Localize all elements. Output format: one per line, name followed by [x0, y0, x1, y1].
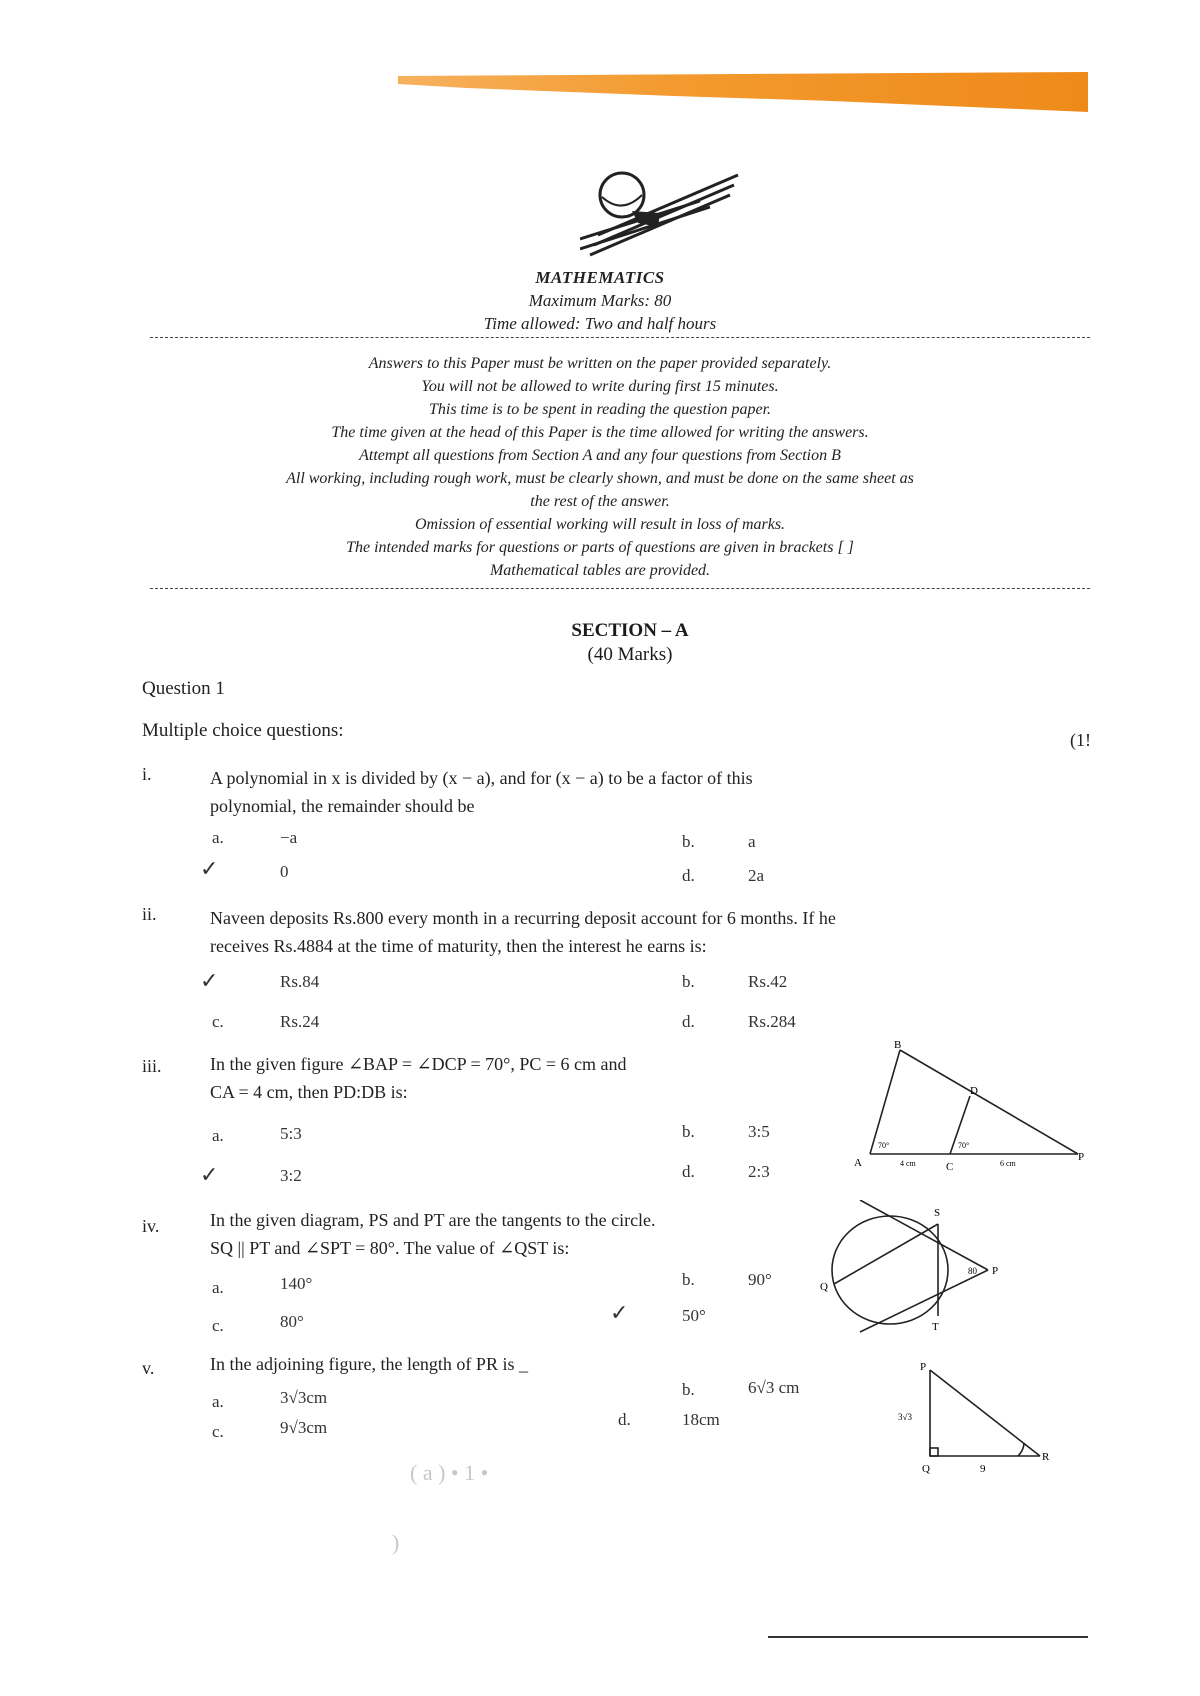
option-value: 50°	[682, 1306, 706, 1325]
question-line: SQ || PT and ∠SPT = 80°. The value of ∠QST is:	[210, 1238, 570, 1258]
instruction-line: Omission of essential working will result in loss of marks.	[414, 516, 786, 533]
angle-a-label: 70°	[878, 1141, 890, 1150]
tick-mark-icon: ✓	[610, 1300, 629, 1325]
option-value: 2:3	[748, 1162, 770, 1181]
circle	[832, 1216, 948, 1324]
option-value: 6√3 cm	[748, 1378, 800, 1397]
option-value: 5:3	[280, 1124, 302, 1143]
bottom-rule	[768, 1636, 1088, 1638]
label-q: Q	[922, 1463, 930, 1475]
tick-mark-icon: ✓	[200, 856, 219, 881]
label-p: P	[992, 1265, 999, 1277]
council-logo-icon	[580, 165, 750, 270]
section-marks: (40 Marks)	[587, 644, 673, 665]
tangent-ps	[860, 1200, 988, 1270]
option-label: d.	[682, 866, 695, 885]
option-value: 3:2	[280, 1166, 302, 1185]
question-line: A polynomial in x is divided by (x − a), and for (x − a) to be a factor of this	[210, 768, 753, 788]
instruction-line: The time given at the head of this Paper is the time allowed for writing the answers.	[331, 424, 869, 441]
angle-p-label: 80	[968, 1266, 977, 1276]
option-label: b.	[682, 972, 695, 991]
tick-mark-icon: ✓	[200, 968, 219, 993]
option-value: 0	[280, 862, 289, 881]
question-line: receives Rs.4884 at the time of maturity, then the interest he earns is:	[210, 936, 707, 956]
tangent-pt	[860, 1270, 988, 1332]
option-value: 18cm	[682, 1410, 720, 1429]
right-angle-mark	[930, 1448, 938, 1456]
option-label: d.	[682, 1012, 695, 1031]
option-value: 90°	[748, 1270, 772, 1289]
time-allowed: Time allowed: Two and half hours	[483, 314, 717, 333]
instruction-line: This time is to be spent in reading the question paper.	[428, 401, 772, 418]
section-title: SECTION – A	[571, 620, 689, 641]
option-label: d.	[618, 1410, 631, 1429]
question-line: In the given figure ∠BAP = ∠DCP = 70°, PC = 6 cm and	[210, 1054, 627, 1074]
option-value: −a	[280, 828, 298, 847]
option-value: 2a	[748, 866, 765, 885]
faint-handwriting: ( a ) • 1 •	[410, 1460, 489, 1485]
instruction-line: You will not be allowed to write during first 15 minutes.	[421, 378, 779, 395]
label-d: D	[970, 1085, 978, 1097]
divider-top	[150, 337, 1090, 338]
question-text	[210, 1206, 770, 1262]
label-b: B	[894, 1040, 902, 1051]
length-cp-label: 6 cm	[1000, 1159, 1016, 1168]
length-ca-label: 4 cm	[900, 1159, 916, 1168]
similar-triangles-figure	[850, 1040, 1090, 1180]
option-value: 80°	[280, 1312, 304, 1331]
option-label: c.	[212, 1316, 224, 1335]
option-label: c.	[212, 1012, 224, 1031]
label-t: T	[932, 1321, 939, 1333]
side-bp	[900, 1050, 1078, 1154]
option-value: Rs.24	[280, 1012, 320, 1031]
option-value: 9√3cm	[280, 1418, 328, 1437]
label-c: C	[946, 1161, 954, 1173]
option-label: a.	[212, 1392, 224, 1411]
option-label: b.	[682, 832, 695, 851]
instruction-line: Mathematical tables are provided.	[489, 562, 711, 579]
option-value: 3:5	[748, 1122, 770, 1141]
label-r: R	[1042, 1451, 1050, 1463]
option-label: b.	[682, 1270, 695, 1289]
length-pq-label: 3√3	[898, 1412, 912, 1422]
item-number: iii.	[142, 1056, 162, 1076]
instruction-line: All working, including rough work, must be clearly shown, and must be done on the same sheet as	[286, 470, 914, 487]
option-value: a	[748, 832, 756, 851]
maximum-marks: Maximum Marks: 80	[528, 291, 672, 310]
option-value: 3√3cm	[280, 1388, 328, 1407]
option-label: b.	[682, 1380, 695, 1399]
side-ab	[870, 1050, 900, 1154]
option-label: a.	[212, 828, 224, 847]
option-label: a.	[212, 1126, 224, 1145]
question-line: In the given diagram, PS and PT are the tangents to the circle.	[210, 1210, 656, 1230]
right-triangle-figure	[890, 1360, 1060, 1480]
option-label: a.	[212, 1278, 224, 1297]
instruction-line: the rest of the answer.	[530, 493, 670, 510]
item-number: ii.	[142, 904, 157, 924]
chord-sq	[834, 1224, 938, 1284]
label-p: P	[920, 1361, 927, 1373]
divider-bottom	[150, 588, 1090, 589]
length-qr-label: 9	[980, 1463, 986, 1475]
question-text	[210, 904, 990, 960]
question-text: In the adjoining figure, the length of PR is _	[210, 1354, 528, 1374]
option-value: 140°	[280, 1274, 313, 1293]
label-a: A	[854, 1157, 862, 1169]
option-value: Rs.42	[748, 972, 788, 991]
label-s: S	[934, 1207, 941, 1219]
faint-handwriting: )	[392, 1530, 400, 1555]
label-q: Q	[820, 1281, 828, 1293]
item-number: iv.	[142, 1216, 160, 1236]
instructions-block	[200, 352, 1000, 582]
item-number: i.	[142, 764, 152, 784]
option-label: c.	[212, 1422, 224, 1441]
instruction-line: Attempt all questions from Section A and any four questions from Section B	[359, 447, 841, 464]
angle-c-label: 70°	[958, 1141, 970, 1150]
option-value: Rs.84	[280, 972, 320, 991]
question-label: Question 1	[142, 678, 225, 699]
instruction-line: Answers to this Paper must be written on the paper provided separately.	[368, 355, 832, 372]
option-label: d.	[682, 1162, 695, 1181]
question-text	[210, 1050, 770, 1106]
item-number: v.	[142, 1358, 155, 1378]
question-text	[210, 764, 970, 820]
circle-tangents-figure	[820, 1200, 1020, 1340]
tick-mark-icon: ✓	[200, 1162, 219, 1187]
exam-title: MATHEMATICS	[535, 268, 665, 287]
option-value: Rs.284	[748, 1012, 796, 1031]
marks-note: (1!	[1070, 730, 1091, 750]
option-label: b.	[682, 1122, 695, 1141]
angle-r-arc	[1018, 1444, 1024, 1456]
instruction-line: The intended marks for questions or parts of questions are given in brackets [ ]	[346, 539, 854, 556]
question-line: Naveen deposits Rs.800 every month in a recurring deposit account for 6 months. If he	[210, 908, 836, 928]
orange-header-band	[398, 72, 1088, 112]
label-p: P	[1078, 1151, 1085, 1163]
question-line: CA = 4 cm, then PD:DB is:	[210, 1082, 408, 1102]
question-line: polynomial, the remainder should be	[210, 796, 475, 816]
side-pr	[930, 1370, 1040, 1456]
question-subtitle: Multiple choice questions:	[142, 720, 344, 741]
